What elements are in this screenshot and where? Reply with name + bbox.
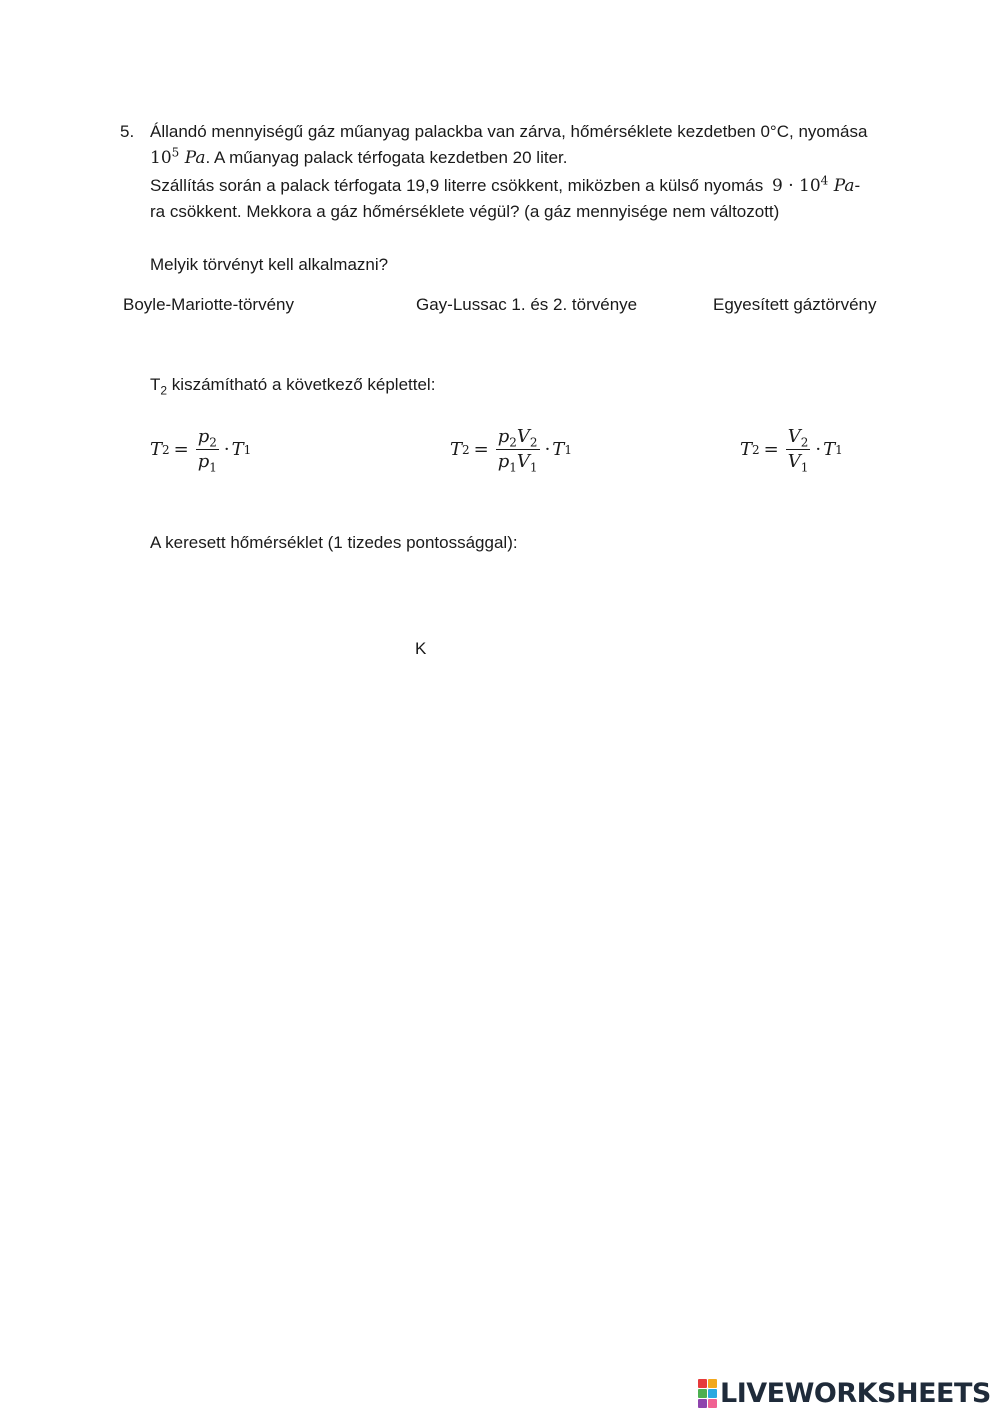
law-option-boyle-mariotte[interactable]: Boyle-Mariotte-törvény (123, 295, 295, 314)
result-unit: K (415, 639, 427, 658)
formula-prompt: $T_2$ kiszámítható a következő képlettel: (150, 375, 436, 398)
liveworksheets-logo-text: LIVEWORKSHEETS (720, 1378, 991, 1409)
fraction: $\frac{p_2V_2}{p_1V_1}$ (497, 426, 538, 475)
law-question: Melyik törvényt kell alkalmazni? (150, 255, 389, 274)
result-prompt: A keresett hőmérséklet (1 tizedes pontossággal): (150, 533, 518, 552)
logo-square (698, 1399, 707, 1408)
question-line-1: Állandó mennyiségű gáz műanyag palackba van zárva, hőmérséklete kezdetben 0°C, nyomása (150, 122, 868, 141)
formula-option-2[interactable]: T 2 = $\frac{p_2V_2}{p_1V_1}$ · T 1 (450, 426, 572, 475)
formula-option-3[interactable]: T 2 = $\frac{V_2}{V_1}$ · T 1 (740, 426, 843, 475)
question-line-2 (150, 145, 567, 171)
pressure-final-math: $9 \cdot 10^4$ Pa (772, 173, 855, 196)
logo-square (708, 1399, 717, 1408)
logo-square (698, 1389, 707, 1398)
law-option-gay-lussac[interactable]: Gay-Lussac 1. és 2. törvénye (416, 295, 638, 314)
logo-square (708, 1389, 717, 1398)
question-line-4: ra csökkent. Mekkora a gáz hőmérséklete végül? (a gáz mennyisége nem változott) (150, 202, 780, 221)
law-option-combined-gas-law[interactable]: Egyesített gáztörvény (713, 295, 877, 314)
logo-square (698, 1379, 707, 1388)
liveworksheets-logo (698, 1378, 991, 1409)
question-number: 5. (120, 122, 135, 141)
fraction: $\frac{p_2}{p_1}$ (197, 426, 217, 475)
formula-option-1[interactable]: T 2 = $\frac{p_2}{p_1}$ · T 1 (150, 426, 252, 475)
fraction: $\frac{V_2}{V_1}$ (787, 426, 809, 475)
question-line-2-rest: . A műanyag palack térfogata kezdetben 20 liter. (205, 148, 568, 167)
result-answer-field[interactable] (150, 600, 405, 670)
liveworksheets-logo-icon (698, 1379, 717, 1408)
logo-square (708, 1379, 717, 1388)
pressure-initial-math: $10^5$ Pa (150, 145, 206, 168)
question-line-3: Szállítás során a palack térfogata 19,9 literre csökkent, miközben a külső nyomás $9 \cdot 10^4$ Pa- (150, 173, 861, 196)
